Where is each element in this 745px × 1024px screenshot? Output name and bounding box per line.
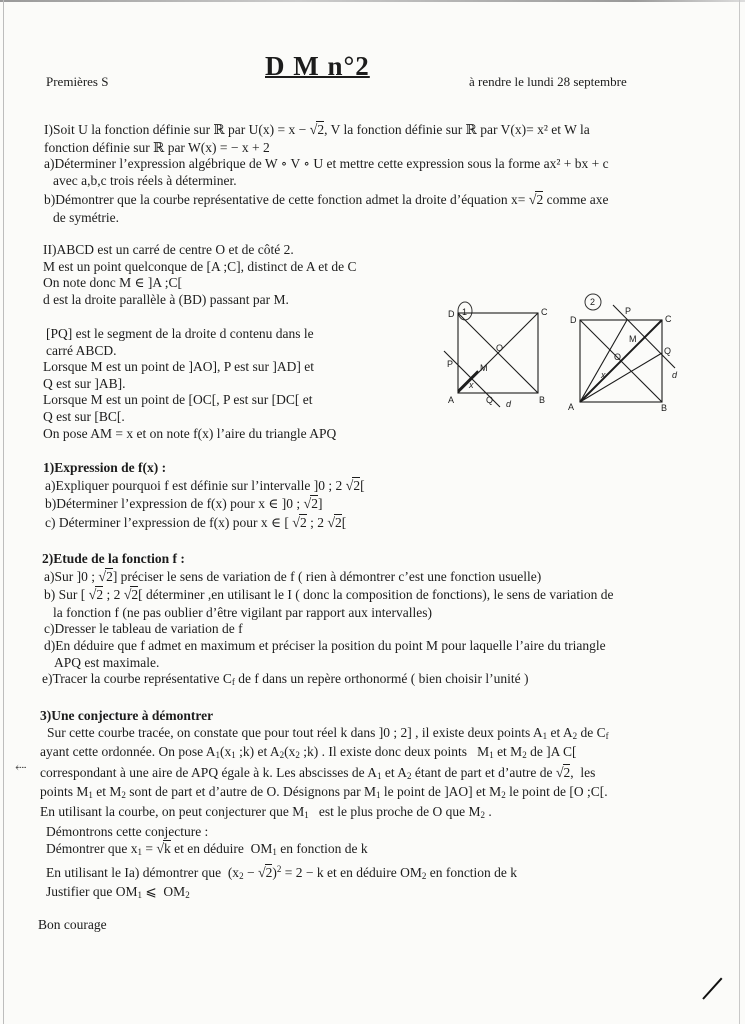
- label-c-vertex: C: [665, 314, 672, 324]
- part2-line: On pose AM = x et on note f(x) l’aire du triangle APQ: [43, 425, 337, 441]
- label-x: x: [469, 380, 474, 390]
- section3-paragraph-line: En utilisant la courbe, on peut conjecturer que $M_1$ est le plus proche de O que $M_2$ .: [40, 803, 492, 820]
- label-d-line: d: [506, 399, 512, 409]
- figure-tag: 2: [590, 297, 596, 307]
- section2-question-d-cont: APQ est maximale.: [54, 654, 160, 670]
- label-o: O: [614, 352, 622, 362]
- sqrt-symbol: √: [327, 515, 336, 531]
- section2-question-c: c)Dresser le tableau de variation de f: [44, 621, 243, 637]
- part1-intro-line1: I)Soit U la fonction définie sur ℝ par U(x) = x − √2, V la fonction définie sur ℝ par V(x)= x² et W la: [44, 122, 590, 138]
- due-date: à rendre le lundi 28 septembre: [469, 74, 627, 89]
- label-d-line: d: [672, 370, 678, 380]
- section3-question-1: Démontrer que $x_1 = √k$ et en déduire $OM_1$ en fonction de k: [46, 841, 368, 858]
- section2-title: 2)Etude de la fonction f :: [42, 551, 185, 566]
- part2-line: Q est sur ]AB].: [43, 375, 126, 391]
- label-c-vertex: C: [541, 307, 548, 317]
- section1: [43, 460, 365, 532]
- section1-title: 1)Expression de f(x) :: [43, 460, 167, 475]
- section3-title: 3)Une conjecture à démontrer: [40, 708, 214, 723]
- section3-paragraph-line: Démontrons cette conjecture :: [46, 823, 209, 839]
- part1-block: [44, 121, 609, 227]
- closing-text: Bon courage: [38, 917, 107, 932]
- part2-line: M est un point quelconque de [A ;C], distinct de A et de C: [43, 258, 357, 274]
- segment-am: [458, 371, 478, 391]
- section2-question-b-cont: la fonction f (ne pas oublier d’être vigilant par rapport aux intervalles): [53, 604, 432, 620]
- label-q: Q: [486, 395, 494, 405]
- figure-tag: 1: [462, 307, 468, 317]
- part2-line: Q est sur [BC[.: [43, 408, 125, 424]
- sqrt-symbol: √: [303, 497, 312, 513]
- sqrt-symbol: √: [88, 588, 97, 604]
- section3-question-3: Justifier que $OM_1$ ⩽ $OM_2$: [46, 884, 190, 901]
- corner-pen-mark: [702, 978, 722, 1000]
- part2-line: carré ABCD.: [46, 342, 117, 358]
- section1-question-c: c) Déterminer l’expression de f(x) pour x ∈ [ √2 ; 2 √2[: [45, 514, 347, 531]
- label-b-vertex: B: [539, 395, 546, 405]
- document-title: D M n°2: [265, 51, 370, 81]
- figure-2-square-case-oc: [565, 290, 715, 415]
- part2-line: [PQ] est le segment de la droite d contenu dans le: [46, 326, 314, 341]
- label-a-vertex: A: [448, 395, 455, 405]
- class-label: Premières S: [46, 74, 109, 89]
- page-right-edge: [739, 0, 740, 1024]
- label-x: x: [601, 370, 606, 380]
- sqrt-symbol: √: [528, 193, 537, 209]
- part2-line: Lorsque M est un point de [OC[, P est sur [DC[ et: [43, 392, 313, 408]
- figure-1-square-case-ao: [440, 295, 560, 415]
- label-d-vertex: D: [570, 315, 577, 325]
- part1-question-a: a)Déterminer l’expression algébrique de W ∘ V ∘ U et mettre cette expression sous la forme ax² + bx + c: [44, 156, 609, 172]
- label-p: P: [625, 306, 632, 316]
- page-left-edge: [3, 0, 4, 1024]
- label-d-vertex: D: [448, 309, 455, 319]
- section2-question-a: a)Sur ]0 ; √2] préciser le sens de variation de f ( rien à démontrer c’est une fonction usuelle): [44, 568, 542, 585]
- label-b-vertex: B: [661, 403, 668, 413]
- part1-question-a-cont: avec a,b,c trois réels à déterminer.: [53, 172, 237, 188]
- part2-line: II)ABCD est un carré de centre O et de côté 2.: [43, 242, 294, 257]
- section2: [42, 551, 614, 691]
- part2-details: [43, 326, 336, 442]
- part2-intro: [43, 242, 356, 308]
- section3-paragraph-line: ayant cette ordonnée. On pose $A_1(x_1$ ;k) et $A_2(x_2$ ;k) . Il existe donc deux points $M_1$ et $M_2$ de ]A C[: [40, 744, 577, 761]
- section3-paragraph-line: Sur cette courbe tracée, on constate que pour tout réel k dans ]0 ; 2] , il existe deux points $A_1$ et $A_2$ de $C_f$: [47, 724, 609, 741]
- page-top-edge: [0, 0, 745, 2]
- section1-question-b: b)Déterminer l’expression de f(x) pour x ∈ ]0 ; √2]: [45, 496, 323, 513]
- section2-question-b: b) Sur [ √2 ; 2 √2[ déterminer ,en utilisant le I ( donc la composition de fonctions), le sens de variation de: [44, 587, 614, 604]
- section3-paragraph-line: correspondant à une aire de APQ égale à k. Les abscisses de $A_1$ et $A_2$ étant de part et d’autre de √2, les: [40, 764, 596, 781]
- label-p: P: [447, 359, 454, 369]
- margin-arrow-mark: ⇠: [15, 761, 27, 776]
- label-a-vertex: A: [568, 402, 575, 412]
- label-m: M: [480, 363, 488, 373]
- sqrt-symbol: √: [123, 588, 132, 604]
- part2-line: Lorsque M est un point de ]AO], P est sur ]AD] et: [43, 359, 314, 375]
- sqrt-symbol: √: [98, 569, 107, 585]
- part2-line: On note donc M ∈ ]A ;C[: [43, 275, 182, 291]
- sqrt-symbol: √: [292, 515, 300, 531]
- section3-question-2: En utilisant le Ia) démontrer que $(x_2 - √2)^2 = 2 - k$ et en déduire $OM_2$ en fonction de k: [46, 863, 518, 881]
- sqrt-symbol: √: [345, 478, 354, 494]
- part1-question-b: b)Démontrer que la courbe représentative de cette fonction admet la droite d’équation x= √2 comme axe: [44, 192, 609, 209]
- label-m: M: [629, 334, 637, 344]
- part2-line: d est la droite parallèle à (BD) passant par M.: [43, 291, 289, 307]
- sqrt-symbol: √: [309, 123, 318, 138]
- section2-question-d: d)En déduire que f admet en maximum et préciser la position du point M pour laquelle l’aire du triangle: [44, 637, 606, 653]
- section1-question-a: a)Expliquer pourquoi f est définie sur l’intervalle ]0 ; 2 √2[: [45, 477, 365, 494]
- part1-intro-line2: fonction définie sur ℝ par W(x) = − x + 2: [44, 139, 270, 155]
- section2-question-e: e)Tracer la courbe représentative $C_f$ de f dans un repère orthonormé ( bien choisir l’unité ): [42, 671, 529, 688]
- label-q: Q: [664, 346, 672, 356]
- part1-question-b-cont: de symétrie.: [53, 209, 119, 225]
- section3: [37, 708, 609, 904]
- label-o: O: [496, 343, 504, 353]
- section3-paragraph-line: points $M_1$ et $M_2$ sont de part et d’autre de O. Désignons par $M_1$ le point de ]AO] et $M_2$ le point de [O ;C[.: [40, 784, 608, 801]
